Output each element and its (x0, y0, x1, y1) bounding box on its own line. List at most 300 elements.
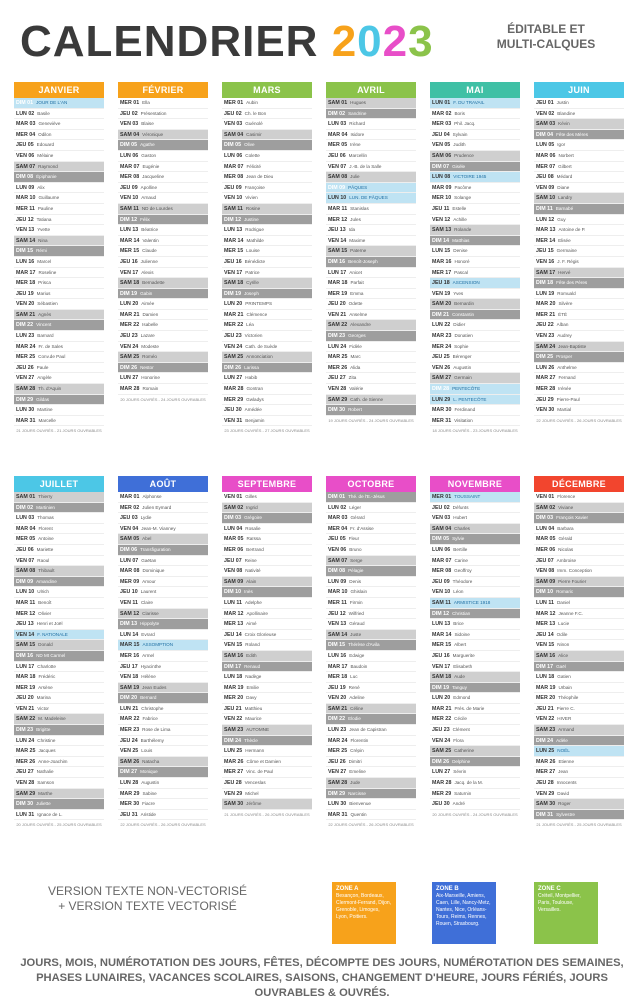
day-row (326, 662, 416, 673)
day-label: SAM 06 (432, 152, 452, 159)
day-label: DIM 15 (328, 642, 346, 649)
day-label: SAM 07 (328, 557, 348, 564)
day-label: MER 26 (328, 364, 348, 371)
saint-name: Nadège (245, 674, 262, 680)
day-label: JEU 17 (120, 663, 138, 670)
day-label: MER 20 (536, 695, 556, 702)
day-row (118, 524, 208, 535)
day-row (326, 299, 416, 310)
saint-name: Reine (244, 557, 257, 563)
saint-name: Marcellin (348, 152, 368, 158)
saint-name: Didier (453, 322, 466, 328)
day-label: LUN 04 (536, 525, 555, 532)
day-row (326, 395, 416, 406)
day-row (430, 778, 520, 789)
day-row (14, 524, 104, 535)
day-label: MAR 21 (224, 311, 244, 318)
day-label: VEN 12 (432, 216, 451, 223)
saint-name: Geoffroy (454, 568, 472, 574)
day-row (430, 109, 520, 120)
saint-name: Alphonse (142, 494, 162, 499)
day-row (430, 268, 520, 279)
day-row (326, 651, 416, 662)
day-row (14, 172, 104, 183)
day-row (118, 598, 208, 609)
saint-name: Apolline (140, 184, 158, 190)
day-label: MER 04 (328, 525, 348, 532)
day-row (534, 545, 624, 556)
day-label: MER 27 (224, 769, 244, 776)
day-label: DIM 03 (536, 515, 554, 522)
day-row (534, 352, 624, 363)
day-row (326, 619, 416, 630)
day-row (14, 416, 104, 427)
day-row (326, 609, 416, 620)
day-label: MAR 18 (328, 280, 348, 287)
saint-name: Pierre-Paul (556, 396, 580, 402)
saint-name: Sophie (454, 343, 469, 349)
month-header: JUILLET (14, 476, 104, 492)
day-label: VEN 07 (328, 163, 347, 170)
day-label: JEU 14 (224, 631, 242, 638)
day-row (222, 736, 312, 747)
day-row (14, 352, 104, 363)
day-row (118, 492, 208, 503)
saint-name: Catherine (454, 748, 475, 754)
day-row (14, 130, 104, 141)
day-label: SAM 26 (120, 758, 140, 765)
saint-name: Estelle (452, 205, 467, 211)
day-label: JEU 16 (224, 258, 242, 265)
day-label: MER 23 (120, 727, 140, 734)
saint-name: Julienne (140, 258, 158, 264)
day-label: SAM 25 (224, 354, 244, 361)
day-label: JEU 24 (120, 737, 138, 744)
month-4 (430, 82, 520, 433)
day-label: SAM 09 (224, 578, 244, 585)
month-footer: 21 JOURS OUVRÉS - 21 JOURS OUVRABLES (16, 428, 102, 434)
day-row (14, 246, 104, 257)
day-row (326, 767, 416, 778)
saint-name: Amour (142, 578, 156, 584)
day-row (326, 278, 416, 289)
day-row (430, 598, 520, 609)
saint-name: Emilie (246, 684, 259, 690)
day-list (222, 98, 312, 426)
saint-name: Gaëtan (141, 557, 157, 563)
saint-name: Gaston (141, 152, 157, 158)
day-label: DIM 01 (328, 494, 346, 500)
day-row (326, 320, 416, 331)
saint-name: Pauline (37, 205, 54, 211)
day-row (14, 119, 104, 130)
month-1 (118, 82, 208, 402)
day-row (326, 236, 416, 247)
saint-name: Bernadette (142, 280, 165, 286)
saint-name: Félicité (246, 163, 261, 169)
saint-name: Barnabé (555, 205, 574, 211)
saint-name: ARMISTICE 1918 (453, 599, 491, 605)
day-label: DIM 19 (224, 290, 242, 297)
day-label: DIM 01 (16, 100, 34, 106)
day-label: SAM 11 (432, 599, 451, 606)
day-label: DIM 07 (432, 163, 450, 170)
day-row (14, 662, 104, 673)
saint-name: Zita (348, 375, 357, 381)
day-row (326, 577, 416, 588)
day-row (14, 384, 104, 395)
day-row (14, 651, 104, 662)
day-row (534, 151, 624, 162)
day-label: SAM 25 (432, 748, 452, 755)
saint-name: Agnès (38, 311, 52, 317)
saint-name: Gisèle (452, 163, 466, 169)
month-9 (326, 476, 416, 827)
day-label: JEU 13 (16, 621, 34, 628)
saint-name: Abel (142, 536, 152, 542)
day-row (430, 246, 520, 257)
day-label: DIM 30 (16, 801, 34, 808)
month-6 (14, 476, 104, 827)
day-row (326, 172, 416, 183)
day-label: MAR 14 (432, 631, 452, 638)
day-row (222, 789, 312, 800)
saint-name: Pélagie (348, 568, 364, 574)
saint-name: Justin (556, 100, 569, 105)
day-row (430, 609, 520, 620)
day-label: DIM 09 (328, 184, 346, 191)
day-label: VEN 22 (536, 716, 555, 723)
saint-name: Ferdinand (454, 407, 476, 413)
day-row (222, 609, 312, 620)
saint-name: Romain (142, 386, 159, 392)
month-footer: 21 JOURS OUVRÉS - 26 JOURS OUVRABLES (224, 811, 310, 817)
day-label: DIM 26 (432, 758, 450, 765)
day-row (118, 204, 208, 215)
day-label: SAM 23 (224, 727, 244, 734)
day-label: VEN 21 (328, 311, 347, 318)
day-row (534, 215, 624, 226)
day-row (222, 672, 312, 683)
day-label: DIM 31 (536, 811, 554, 818)
day-row (326, 757, 416, 768)
month-header: DÉCEMBRE (534, 476, 624, 492)
saint-name: Prudence (454, 152, 474, 158)
saint-name: Raïssa (246, 536, 261, 542)
saint-name: Phil. Jacq. (454, 121, 476, 127)
saint-name: Gaël (556, 663, 566, 669)
day-label: SAM 18 (432, 674, 452, 681)
day-row (430, 672, 520, 683)
day-row (118, 130, 208, 141)
saint-name: Bienvenue (349, 801, 371, 807)
day-row (14, 151, 104, 162)
saint-name: Antoine (38, 536, 54, 542)
day-label: SAM 08 (328, 174, 348, 181)
day-label: DIM 12 (432, 610, 450, 617)
day-label: JEU 02 (432, 504, 450, 511)
saint-name: Fiacre (142, 801, 155, 807)
saint-name: Fernand (558, 375, 576, 381)
day-label: SAM 01 (16, 494, 36, 500)
saint-name: Pierre C. (556, 705, 575, 711)
day-row (118, 640, 208, 651)
day-row (430, 683, 520, 694)
day-label: VEN 10 (432, 589, 451, 596)
day-label: MAR 12 (536, 610, 556, 617)
tagline (466, 22, 626, 52)
day-row (14, 683, 104, 694)
day-label: SAM 20 (432, 301, 452, 308)
day-label: VEN 18 (120, 674, 139, 681)
day-row (326, 534, 416, 545)
saint-name: Christophe (141, 705, 164, 711)
saint-name: Marina (36, 695, 51, 701)
day-label: LUN 30 (16, 407, 35, 414)
saint-name: Odile (556, 631, 568, 637)
day-row (326, 331, 416, 342)
saint-name: Patrice (245, 269, 260, 275)
day-label: LUN 26 (536, 364, 555, 371)
saint-name: Visitation (454, 417, 473, 423)
saint-name: Angèle (37, 375, 52, 381)
day-row (222, 492, 312, 503)
day-label: SAM 14 (16, 237, 36, 244)
day-row (430, 320, 520, 331)
zone-a-box (332, 882, 396, 944)
saint-name: Wilfried (348, 610, 364, 616)
saint-name: TOUSSAINT (454, 494, 481, 499)
saint-name: Roland (245, 642, 260, 648)
day-label: JEU 09 (432, 578, 450, 585)
day-row (222, 162, 312, 173)
saint-name: Audrey (557, 333, 572, 339)
saint-name: Vivien (245, 195, 258, 201)
day-label: LUN 20 (224, 301, 243, 308)
saint-name: Silvère (558, 301, 573, 307)
day-label: LUN 23 (16, 333, 35, 340)
day-row (534, 810, 624, 821)
day-row (222, 662, 312, 673)
day-row (326, 725, 416, 736)
day-row (14, 640, 104, 651)
saint-name: Romaric (556, 589, 574, 595)
zone-c-box (534, 882, 598, 944)
day-row (326, 119, 416, 130)
saint-name: Elisée (558, 237, 571, 243)
day-row (14, 566, 104, 577)
month-footer: 23 JOURS OUVRÉS - 27 JOURS OUVRABLES (224, 428, 310, 434)
saint-name: Nativité (245, 568, 261, 574)
saint-name: André (452, 801, 465, 807)
day-label: VEN 08 (224, 568, 243, 575)
saint-name: Tanguy (452, 684, 467, 690)
day-row (326, 204, 416, 215)
saint-name: Jacqueline (142, 174, 165, 180)
month-header: NOVEMBRE (430, 476, 520, 492)
day-label: VEN 28 (16, 780, 35, 787)
saint-name: Hélène (141, 674, 156, 680)
day-row (326, 704, 416, 715)
month-10 (430, 476, 520, 817)
saint-name: Barbara (557, 525, 574, 531)
day-row (534, 630, 624, 641)
saint-name: Germaine (556, 248, 577, 254)
day-label: MER 29 (432, 790, 452, 797)
day-label: SAM 28 (16, 386, 36, 393)
saint-name: Rosine (245, 205, 261, 211)
day-label: MER 21 (536, 311, 556, 318)
saint-name: Jacq. de la M. (454, 780, 484, 786)
saint-name: F. NATIONALE (37, 631, 68, 637)
saint-name: Michel (245, 790, 259, 796)
day-label: MER 25 (16, 354, 36, 361)
day-row (14, 373, 104, 384)
day-row (14, 109, 104, 120)
saint-name: Maxime (349, 237, 366, 243)
day-row (534, 789, 624, 800)
day-row (14, 725, 104, 736)
day-row (430, 162, 520, 173)
saint-name: Armel (142, 652, 155, 658)
saint-name: Présentation (140, 110, 167, 116)
day-row (430, 693, 520, 704)
month-8 (222, 476, 312, 817)
day-label: DIM 10 (536, 589, 554, 596)
day-label: MER 01 (432, 494, 452, 500)
day-label: SAM 22 (328, 322, 348, 329)
day-row (118, 119, 208, 130)
day-row (534, 566, 624, 577)
day-row (14, 257, 104, 268)
saint-name: Norbert (558, 152, 574, 158)
day-row (14, 395, 104, 406)
day-label: DIM 21 (432, 311, 450, 318)
day-label: JEU 11 (432, 205, 450, 212)
saint-name: Fête des Mères (556, 131, 588, 137)
day-label: LUN 20 (432, 695, 451, 702)
day-label: LUN 30 (328, 801, 347, 808)
day-row (534, 268, 624, 279)
saint-name: F. DU TRAVAIL (453, 100, 485, 105)
day-label: JEU 29 (536, 396, 554, 403)
day-row (118, 384, 208, 395)
saint-name: Boris (454, 110, 465, 116)
day-label: VEN 20 (16, 301, 35, 308)
saint-name: Jean Eudes (142, 684, 167, 690)
saint-name: Géraud (349, 621, 365, 627)
day-row (222, 619, 312, 630)
day-label: MER 18 (328, 674, 348, 681)
saint-name: Jacques (38, 748, 56, 754)
day-row (14, 310, 104, 321)
saint-name: Isidore (350, 131, 365, 137)
saint-name: Maurice (245, 716, 262, 722)
saint-name: Florentin (350, 737, 369, 743)
day-label: SAM 28 (328, 780, 348, 787)
day-row (534, 587, 624, 598)
day-row (326, 109, 416, 120)
day-label: DIM 30 (328, 407, 346, 414)
day-label: JEU 09 (120, 184, 138, 191)
day-label: MAR 16 (432, 258, 452, 265)
day-label: MAR 13 (536, 227, 556, 234)
saint-name: Richard (349, 121, 366, 127)
day-row (534, 746, 624, 757)
saint-name: Brice (453, 621, 464, 627)
saint-name: Yvette (37, 227, 51, 233)
day-list (326, 98, 416, 416)
day-label: LUN 13 (432, 621, 451, 628)
saint-name: Anthelme (557, 364, 577, 370)
day-row (14, 714, 104, 725)
zone-label: ZONE B (436, 886, 459, 892)
day-row (222, 140, 312, 151)
day-label: VEN 22 (224, 716, 243, 723)
saint-name: Ghislain (350, 589, 368, 595)
day-row (222, 416, 312, 427)
day-row (118, 810, 208, 821)
day-row (222, 513, 312, 524)
day-label: MAR 02 (432, 110, 452, 117)
saint-name: Gérard (350, 515, 365, 521)
day-label: JEU 12 (16, 216, 34, 223)
saint-name: Edwige (349, 652, 365, 658)
day-row (14, 577, 104, 588)
day-label: DIM 10 (224, 589, 242, 596)
day-list (222, 492, 312, 810)
saint-name: Fleur (348, 536, 360, 542)
day-list (326, 492, 416, 820)
saint-name: Imm. Conception (557, 568, 592, 574)
saint-name: Nestor (140, 364, 154, 370)
saint-name: Arsène (38, 684, 53, 690)
saint-name: Colette (245, 152, 260, 158)
day-row (222, 268, 312, 279)
day-row (222, 545, 312, 556)
day-row (430, 704, 520, 715)
day-label: VEN 27 (16, 375, 35, 382)
saint-name: Gilles (245, 494, 257, 499)
day-row (222, 534, 312, 545)
day-row (222, 746, 312, 757)
day-label: MER 18 (16, 280, 36, 287)
day-label: LUN 18 (224, 674, 243, 681)
day-row (534, 320, 624, 331)
saint-name: Lucie (558, 621, 570, 627)
saint-name: Fabrice (142, 716, 158, 722)
day-row (534, 257, 624, 268)
day-label: MER 16 (120, 652, 140, 659)
saint-name: Martial (557, 407, 572, 413)
saint-name: Rolande (454, 227, 472, 233)
day-row (326, 193, 416, 204)
day-label: MAR 09 (432, 184, 452, 191)
day-label: JEU 23 (432, 727, 450, 734)
day-label: DIM 23 (16, 727, 34, 734)
day-list (534, 492, 624, 820)
day-row (118, 109, 208, 120)
version-line: VERSION TEXTE NON-VECTORISÉ (48, 884, 247, 898)
saint-name: Natacha (142, 758, 160, 764)
saint-name: Christian (452, 610, 471, 616)
title-word: CALENDRIER (20, 17, 319, 66)
day-label: JEU 02 (224, 110, 242, 117)
day-label: SAM 05 (120, 536, 140, 543)
saint-name: Armand (558, 727, 575, 733)
saint-name: Sylvestre (556, 811, 575, 817)
saint-name: Clément (452, 727, 470, 733)
